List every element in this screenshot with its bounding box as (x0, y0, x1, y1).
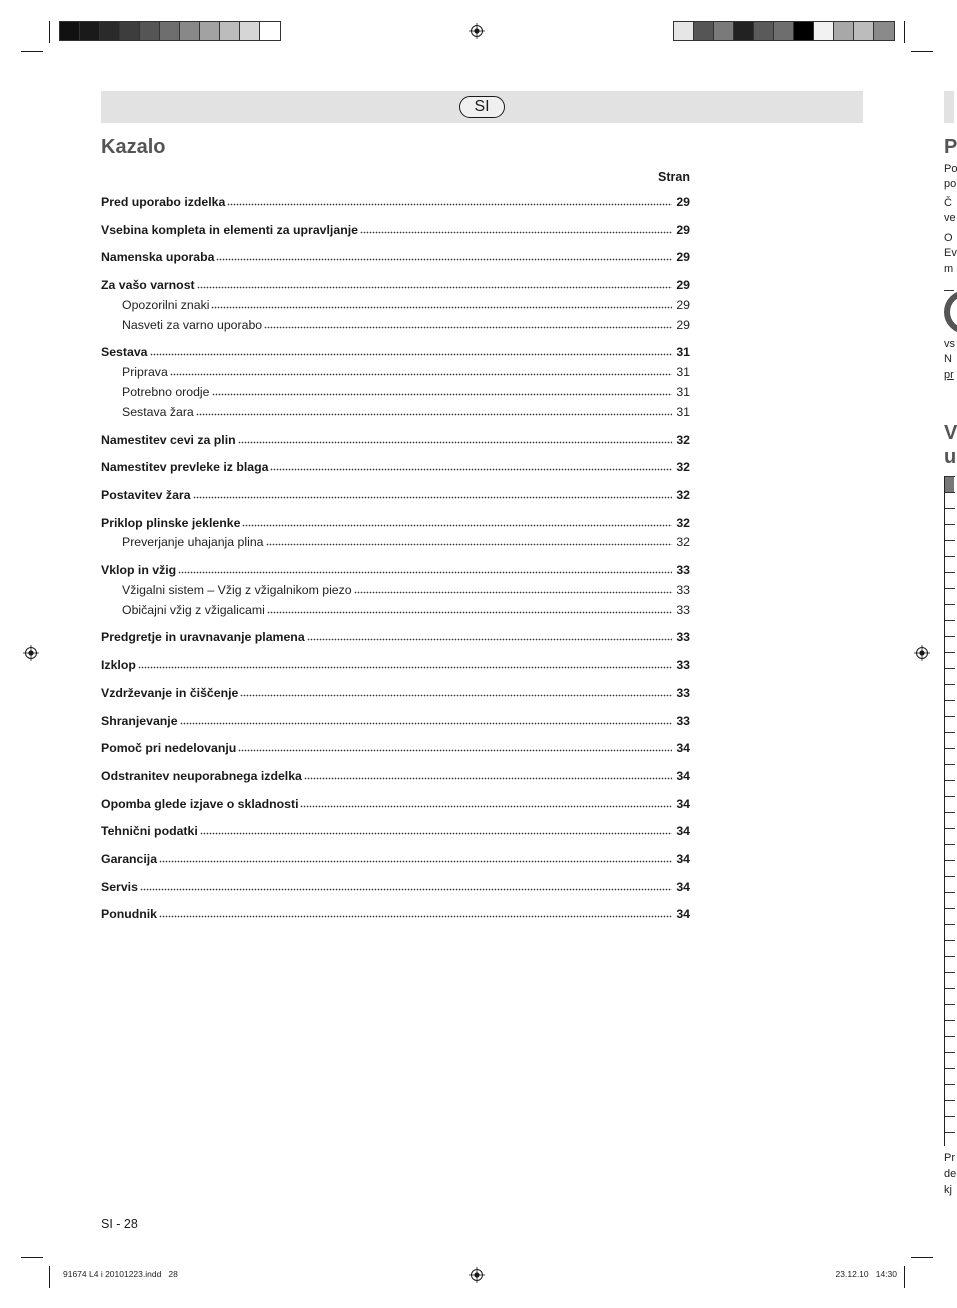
table-rule (945, 812, 955, 813)
toc-entry-title: Preverjanje uhajanja plina (122, 535, 264, 549)
toc-entry-title: Shranjevanje (101, 714, 178, 728)
dot-leader (196, 413, 673, 416)
table-rule (945, 876, 955, 877)
dot-leader (242, 524, 672, 527)
toc-entry-title: Izklop (101, 658, 136, 672)
toc-entry-page: 31 (676, 365, 690, 379)
table-rule (945, 604, 955, 605)
toc-entry-page: 33 (676, 563, 690, 577)
crop-mark (904, 1266, 905, 1288)
toc-entry[interactable] (101, 740, 690, 756)
toc-entry-page: 34 (676, 741, 690, 755)
toc-entry[interactable] (101, 487, 690, 503)
dot-leader (266, 543, 673, 546)
toc-entry-title: Običajni vžig z vžigalicami (122, 603, 265, 617)
table-rule (945, 540, 955, 541)
toc-entry[interactable] (101, 277, 690, 293)
table-rule (945, 588, 955, 589)
toc-entry-title: Nasveti za varno uporabo (122, 318, 263, 332)
registration-mark-icon (23, 645, 39, 661)
table-rule (945, 1068, 955, 1069)
table-rule (945, 620, 955, 621)
dot-leader (240, 694, 672, 697)
calibration-swatch (774, 22, 794, 40)
table-rule (945, 508, 955, 509)
table-rule (945, 924, 955, 925)
toc-entry-page: 34 (676, 852, 690, 866)
calibration-swatch (220, 22, 240, 40)
toc-entry-page: 29 (676, 223, 690, 237)
crop-mark (911, 51, 933, 52)
toc-entry-title: Priklop plinske jeklenke (101, 516, 241, 530)
table-rule (945, 556, 955, 557)
table-rule (945, 1132, 955, 1133)
dot-leader (138, 666, 672, 669)
crop-mark (49, 1266, 50, 1288)
crop-mark (21, 51, 43, 52)
dot-leader (227, 203, 672, 206)
color-calibration-bar-left (59, 21, 281, 41)
registration-mark-icon (469, 23, 485, 39)
table-rule (945, 796, 955, 797)
toc-entry-page: 29 (676, 278, 690, 292)
calibration-swatch (180, 22, 200, 40)
facing-page-text: ve (944, 212, 956, 224)
calibration-swatch (60, 22, 80, 40)
dot-leader (140, 888, 672, 891)
table-rule (945, 988, 955, 989)
table-rule (945, 892, 955, 893)
toc-entry-title: Potrebno orodje (122, 385, 210, 399)
facing-page-text: pr (944, 369, 954, 381)
table-rule (945, 732, 955, 733)
toc-entry-page: 33 (676, 583, 690, 597)
table-rule (945, 684, 955, 685)
toc-entry[interactable] (101, 796, 690, 812)
toc-entry-page: 33 (676, 714, 690, 728)
calibration-swatch (754, 22, 774, 40)
dot-leader (150, 353, 673, 356)
toc-entry-page: 29 (676, 318, 690, 332)
toc-entry-title: Pomoč pri nedelovanju (101, 741, 237, 755)
toc-subentry[interactable] (122, 602, 690, 618)
dot-leader (270, 468, 672, 471)
calibration-swatch (714, 22, 734, 40)
print-slug-timestamp: 23.12.10 14:30 (835, 1269, 897, 1279)
facing-page-text: O (944, 232, 953, 244)
table-rule (945, 972, 955, 973)
page-number: SI - 28 (101, 1217, 138, 1231)
table-rule (945, 668, 955, 669)
facing-page-heading: V (944, 422, 957, 444)
toc-entry-title: Vžigalni sistem – Vžig z vžigalnikom piezo (122, 583, 352, 597)
dot-leader (180, 722, 673, 725)
calibration-swatch (200, 22, 220, 40)
toc-entry-title: Tehnični podatki (101, 824, 198, 838)
calibration-swatch (80, 22, 100, 40)
toc-subentry[interactable] (122, 384, 690, 400)
dot-leader (267, 611, 672, 614)
toc-entry[interactable] (101, 222, 690, 238)
toc-entry-title: Vklop in vžig (101, 563, 177, 577)
table-rule (945, 1052, 955, 1053)
toc-entry-title: Opozorilni znaki (122, 298, 210, 312)
toc-entry-title: Vzdrževanje in čiščenje (101, 686, 239, 700)
facing-page-header-band (944, 91, 954, 123)
dot-leader (304, 777, 672, 780)
toc-entry-title: Sestava žara (122, 405, 194, 419)
toc-entry[interactable] (101, 713, 690, 729)
page-title: Kazalo (101, 136, 166, 158)
dot-leader (300, 805, 672, 808)
crop-mark (904, 21, 905, 43)
facing-page-text: po (944, 178, 957, 190)
toc-subentry[interactable] (122, 582, 690, 598)
toc-entry-title: Vsebina kompleta in elementi za upravljanje (101, 223, 358, 237)
toc-entry-page: 33 (676, 630, 690, 644)
dot-leader (238, 441, 673, 444)
registration-mark-icon (469, 1267, 485, 1283)
calibration-swatch (694, 22, 714, 40)
dot-leader (211, 306, 672, 309)
toc-subentry[interactable] (122, 534, 690, 550)
page-column-label: Stran (658, 170, 690, 184)
table-rule (945, 828, 955, 829)
toc-subentry[interactable] (122, 297, 690, 313)
toc-entry[interactable] (101, 459, 690, 475)
toc-entry[interactable] (101, 432, 690, 448)
toc-entry[interactable] (101, 906, 690, 922)
table-rule (945, 572, 955, 573)
toc-entry-title: Garancija (101, 852, 158, 866)
table-rule (945, 940, 955, 941)
table-rule (945, 1004, 955, 1005)
toc-entry-page: 29 (676, 250, 690, 264)
calibration-swatch (874, 22, 894, 40)
toc-entry-title: Namenska uporaba (101, 250, 215, 264)
calibration-swatch (674, 22, 694, 40)
toc-entry-page: 29 (676, 195, 690, 209)
table-rule (945, 764, 955, 765)
toc-entry-page: 32 (676, 535, 690, 549)
facing-page-text: Ev (944, 247, 957, 259)
toc-entry-page: 32 (676, 488, 690, 502)
print-slug-filename: 91674 L4 i 20101223.indd 28 (63, 1269, 178, 1279)
calibration-swatch (834, 22, 854, 40)
toc-entry-title: Namestitev prevleke iz blaga (101, 460, 269, 474)
toc-entry-page: 34 (676, 769, 690, 783)
toc-subentry[interactable] (122, 364, 690, 380)
table-rule (945, 860, 955, 861)
toc-entry[interactable] (101, 194, 690, 210)
table-rule (945, 700, 955, 701)
crop-mark (911, 1257, 933, 1258)
table-rule (945, 716, 955, 717)
facing-page-text: vs (944, 338, 955, 350)
toc-entry-page: 34 (676, 907, 690, 921)
table-rule (945, 492, 955, 493)
calibration-swatch (140, 22, 160, 40)
table-rule (945, 748, 955, 749)
table-rule (945, 844, 955, 845)
toc-entry-title: Predgretje in uravnavanje plamena (101, 630, 305, 644)
toc-entry-title: Opomba glede izjave o skladnosti (101, 797, 299, 811)
facing-page-heading: P (944, 136, 957, 158)
facing-page-fragment (944, 0, 957, 1308)
toc-entry[interactable] (101, 657, 690, 673)
calibration-swatch (794, 22, 814, 40)
dot-leader (159, 860, 672, 863)
calibration-swatch (734, 22, 754, 40)
toc-entry-page: 32 (676, 460, 690, 474)
calibration-swatch (100, 22, 120, 40)
table-rule (945, 476, 955, 477)
toc-entry[interactable] (101, 249, 690, 265)
toc-entry[interactable] (101, 768, 690, 784)
toc-entry-title: Servis (101, 880, 138, 894)
toc-entry-page: 33 (676, 603, 690, 617)
facing-page-text: Po (944, 163, 957, 175)
toc-entry[interactable] (101, 629, 690, 645)
dot-leader (212, 393, 673, 396)
toc-entry[interactable] (101, 515, 690, 531)
facing-page-text: N (944, 353, 952, 365)
toc-entry-page: 31 (676, 405, 690, 419)
toc-entry-page: 31 (676, 345, 690, 359)
dot-leader (197, 286, 673, 289)
toc-entry-title: Postavitev žara (101, 488, 191, 502)
calibration-swatch (260, 22, 280, 40)
table-rule (945, 524, 955, 525)
toc-entry-title: Namestitev cevi za plin (101, 433, 236, 447)
dot-leader (193, 496, 673, 499)
toc-entry-title: Za vašo varnost (101, 278, 195, 292)
toc-entry[interactable] (101, 344, 690, 360)
table-rule (945, 636, 955, 637)
toc-entry-page: 33 (676, 658, 690, 672)
toc-subentry[interactable] (122, 317, 690, 333)
facing-page-text: kj (944, 1184, 952, 1196)
toc-subentry[interactable] (122, 404, 690, 420)
color-calibration-bar-right (673, 21, 895, 41)
table-rule (945, 1100, 955, 1101)
toc-entry-page: 31 (676, 385, 690, 399)
toc-entry[interactable] (101, 851, 690, 867)
toc-entry[interactable] (101, 685, 690, 701)
facing-page-text: Pr (944, 1152, 955, 1164)
toc-entry-title: Sestava (101, 345, 148, 359)
toc-entry-page: 34 (676, 824, 690, 838)
facing-page-text: de (944, 1168, 957, 1180)
dot-leader (264, 326, 672, 329)
toc-entry-title: Pred uporabo izdelka (101, 195, 226, 209)
dot-leader (216, 258, 672, 261)
calibration-swatch (814, 22, 834, 40)
toc-entry-page: 32 (676, 433, 690, 447)
calibration-swatch (160, 22, 180, 40)
table-rule (945, 956, 955, 957)
toc-entry-title: Ponudnik (101, 907, 158, 921)
dot-leader (200, 832, 673, 835)
dot-leader (159, 915, 672, 918)
facing-page-table (944, 476, 956, 1146)
facing-page-heading: u (944, 446, 957, 468)
dot-leader (360, 231, 672, 234)
table-rule (945, 1020, 955, 1021)
toc-entry-title: Odstranitev neuporabnega izdelka (101, 769, 302, 783)
toc-entry-page: 34 (676, 880, 690, 894)
calibration-swatch (240, 22, 260, 40)
dot-leader (307, 638, 673, 641)
table-rule (945, 1116, 955, 1117)
facing-page-text: m (944, 263, 954, 275)
registration-mark-icon (914, 645, 930, 661)
toc-entry[interactable] (101, 879, 690, 895)
table-rule (945, 1036, 955, 1037)
facing-page-text: Č (944, 197, 952, 209)
toc-entry-page: 32 (676, 516, 690, 530)
table-rule (945, 652, 955, 653)
toc-entry[interactable] (101, 823, 690, 839)
language-badge: SI (459, 96, 505, 118)
toc-entry[interactable] (101, 562, 690, 578)
crop-mark (49, 21, 50, 43)
crop-mark (21, 1257, 43, 1258)
calibration-swatch (120, 22, 140, 40)
toc-entry-page: 29 (676, 298, 690, 312)
table-rule (945, 908, 955, 909)
calibration-swatch (854, 22, 874, 40)
dot-leader (170, 373, 673, 376)
table-rule (945, 780, 955, 781)
toc-entry-page: 34 (676, 797, 690, 811)
toc-entry-page: 33 (676, 686, 690, 700)
toc-entry-title: Priprava (122, 365, 168, 379)
table-rule (945, 1084, 955, 1085)
dot-leader (178, 571, 672, 574)
dot-leader (354, 591, 673, 594)
ce-mark-icon (944, 292, 954, 332)
dot-leader (238, 749, 672, 752)
